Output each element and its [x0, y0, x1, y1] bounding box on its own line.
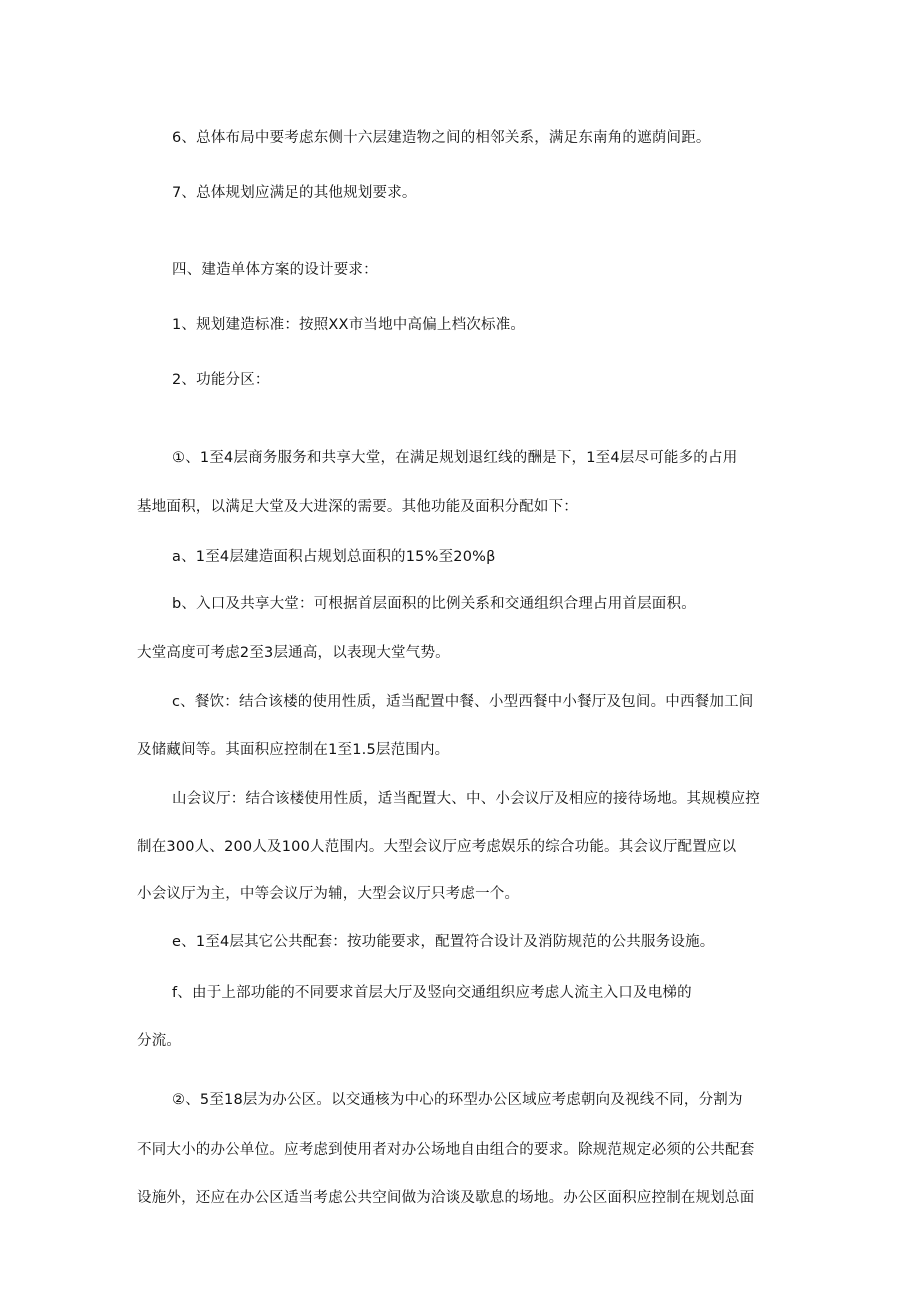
- text-line: 1、规划建造标准：按照XX市当地中高偏上档次标准。: [172, 317, 526, 333]
- text-line: c、餐饮：结合该楼的使用性质，适当配置中餐、小型西餐中小餐厅及包间。中西餐加工间: [172, 694, 754, 710]
- text-line: 7、总体规划应满足的其他规划要求。: [172, 185, 417, 201]
- text-line: e、1至4层其它公共配套：按功能要求，配置符合设计及消防规范的公共服务设施。: [172, 934, 715, 950]
- text-line: 设施外，还应在办公区适当考虑公共空间做为洽谈及歇息的场地。办公区面积应控制在规划总面: [137, 1190, 755, 1206]
- text-line: f、由于上部功能的不同要求首层大厅及竖向交通组织应考虑人流主入口及电梯的: [172, 985, 692, 1001]
- text-line: 6、总体布局中要考虑东侧十六层建造物之间的相邻关系，满足东南角的遮荫间距。: [172, 130, 711, 146]
- text-line: 及储藏间等。其面积应控制在1至1.5层范围内。: [137, 742, 450, 758]
- text-line: b、入口及共享大堂：可根据首层面积的比例关系和交通组织合理占用首层面积。: [172, 596, 696, 612]
- text-line: 小会议厅为主，中等会议厅为辅，大型会议厅只考虑一个。: [137, 886, 520, 902]
- text-line: ①、1至4层商务服务和共享大堂，在满足规划退红线的酬是下，1至4层尽可能多的占用: [172, 450, 738, 466]
- text-line: ②、5至18层为办公区。以交通核为中心的环型办公区域应考虑朝向及视线不同，分割为: [172, 1092, 743, 1108]
- text-line: a、1至4层建造面积占规划总面积的15%至20%β: [172, 549, 496, 565]
- text-line: 大堂高度可考虑2至3层通高，以表现大堂气势。: [137, 645, 450, 661]
- text-line: 制在300人、200人及100人范围内。大型会议厅应考虑娱乐的综合功能。其会议厅配置应以: [137, 839, 737, 855]
- text-line: 基地面积，以满足大堂及大进深的需要。其他功能及面积分配如下：: [137, 499, 578, 515]
- text-line: 分流。: [137, 1033, 182, 1049]
- text-line: 山会议厅：结合该楼使用性质，适当配置大、中、小会议厅及相应的接待场地。其规模应控: [172, 791, 760, 807]
- section-heading: 四、建造单体方案的设计要求：: [172, 262, 378, 278]
- text-line: 不同大小的办公单位。应考虑到使用者对办公场地自由组合的要求。除规范规定必须的公共配套: [137, 1142, 755, 1158]
- text-line: 2、功能分区：: [172, 372, 270, 388]
